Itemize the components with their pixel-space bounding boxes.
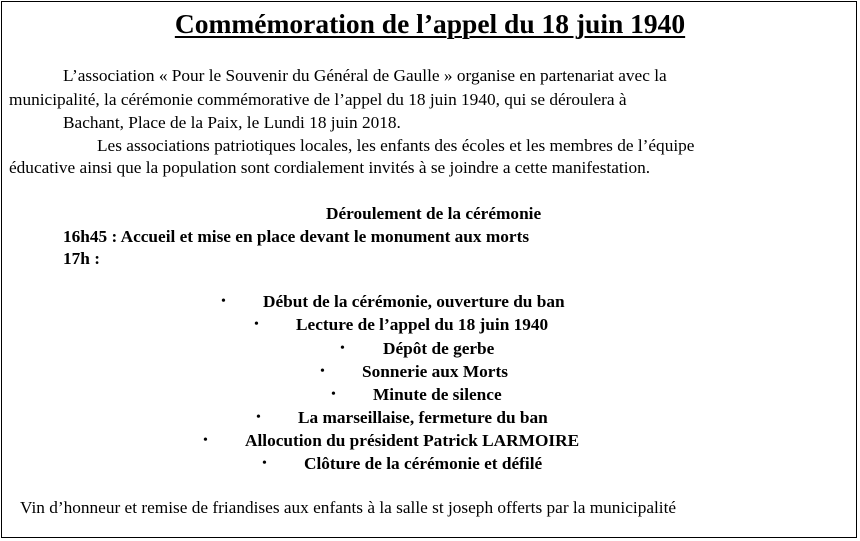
schedule-17h: 17h : <box>63 249 100 268</box>
intro-line-5: éducative ainsi que la population sont cordialement invités à se joindre a cette manifestation. <box>9 158 651 177</box>
schedule-1645: 16h45 : Accueil et mise en place devant le monument aux morts <box>63 227 530 246</box>
document-title: Commémoration de l’appel du 18 juin 1940 <box>174 8 686 39</box>
bullet-icon: • <box>254 317 259 332</box>
program-item <box>0 313 860 336</box>
closing-text: Vin d’honneur et remise de friandises aux enfants à la salle st joseph offerts par la municipalité <box>20 498 677 517</box>
program-item <box>0 290 860 313</box>
program-item-label: Minute de silence <box>373 385 502 404</box>
program-item-label: La marseillaise, fermeture du ban <box>298 408 548 427</box>
bullet-icon: • <box>221 294 226 309</box>
bullet-icon: • <box>256 410 261 425</box>
bullet-icon: • <box>320 364 325 379</box>
program-item <box>0 406 860 429</box>
intro-line-4: Les associations patriotiques locales, les enfants des écoles et les membres de l’équipe <box>97 136 695 155</box>
bullet-icon: • <box>331 387 336 402</box>
program-item <box>0 383 860 406</box>
program-item <box>0 360 860 383</box>
program-item <box>0 452 860 475</box>
program-item-label: Clôture de la cérémonie et défilé <box>304 454 543 473</box>
bullet-icon: • <box>262 456 267 471</box>
bullet-icon: • <box>203 433 208 448</box>
program-heading: Déroulement de la cérémonie <box>326 204 542 223</box>
intro-line-1: L’association « Pour le Souvenir du Général de Gaulle » organise en partenariat avec la <box>63 66 667 85</box>
program-item-label: Sonnerie aux Morts <box>362 362 508 381</box>
program-item-label: Allocution du président Patrick LARMOIRE <box>245 431 580 450</box>
intro-line-3: Bachant, Place de la Paix, le Lundi 18 juin 2018. <box>63 113 401 132</box>
program-item-label: Lecture de l’appel du 18 juin 1940 <box>296 315 549 334</box>
intro-line-2: municipalité, la cérémonie commémorative de l’appel du 18 juin 1940, qui se déroulera à <box>9 90 627 109</box>
program-item-label: Début de la cérémonie, ouverture du ban <box>263 292 565 311</box>
program-item <box>0 429 860 452</box>
bullet-icon: • <box>340 341 345 356</box>
program-item-label: Dépôt de gerbe <box>383 339 495 358</box>
program-item <box>0 337 860 360</box>
